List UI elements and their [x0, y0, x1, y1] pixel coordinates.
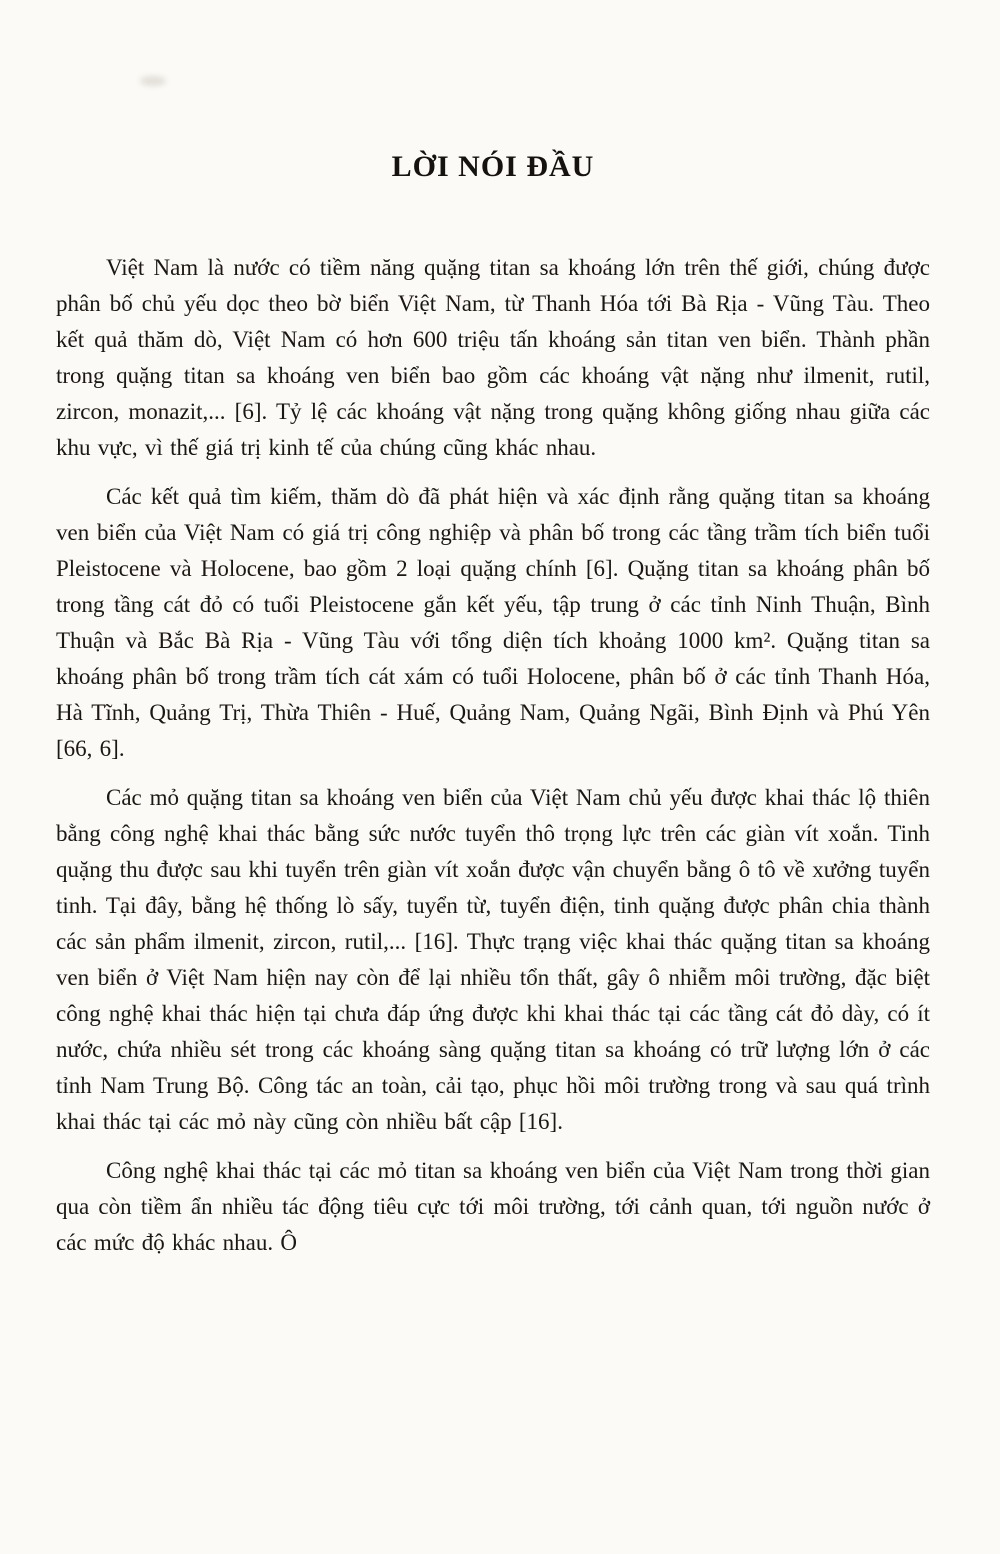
- paragraph-ore-distribution: Các kết quả tìm kiếm, thăm dò đã phát hiện và xác định rằng quặng titan sa khoáng ven biển của Việt Nam có giá trị công nghiệp và phân bố trong các tầng trầm tích biển tuổi Pleistocene và Holocene, bao gồm 2 loại quặng chính [6]. Quặng titan sa khoáng phân bố trong tầng cát đỏ có tuổi Pleistocene gắn kết yếu, tập trung ở các tỉnh Ninh Thuận, Bình Thuận và Bắc Bà Rịa - Vũng Tàu với tổng diện tích khoảng 1000 km². Quặng titan sa khoáng phân bố trong trầm tích cát xám có tuổi Holocene, phân bố ở các tỉnh Thanh Hóa, Hà Tĩnh, Quảng Trị, Thừa Thiên - Huế, Quảng Nam, Quảng Ngãi, Bình Định và Phú Yên [66, 6].: [56, 484, 930, 761]
- paragraph-mining-technology: Các mỏ quặng titan sa khoáng ven biển của Việt Nam chủ yếu được khai thác lộ thiên bằng công nghệ khai thác bằng sức nước tuyển thô trọng lực trên các giàn vít xoắn. Tinh quặng thu được sau khi tuyển trên giàn vít xoắn được vận chuyển bằng ô tô về xưởng tuyển tinh. Tại đây, bằng hệ thống lò sấy, tuyển từ, tuyển điện, tinh quặng được phân chia thành các sản phẩm ilmenit, zircon, rutil,... [16]. Thực trạng việc khai thác quặng titan sa khoáng ven biển ở Việt Nam hiện nay còn để lại nhiều tổn thất, gây ô nhiễm môi trường, đặc biệt công nghệ khai thác hiện tại chưa đáp ứng được khi khai thác tại các tầng cát đỏ dày, có ít nước, chứa nhiều sét trong các khoáng sàng quặng titan sa khoáng có trữ lượng lớn ở các tỉnh Nam Trung Bộ. Công tác an toàn, cải tạo, phục hồi môi trường trong và sau quá trình khai thác tại các mỏ này cũng còn nhiều bất cập [16].: [56, 785, 930, 1134]
- scan-artifact: [140, 76, 166, 86]
- page-title: LỜI NÓI ĐẦU: [391, 150, 595, 183]
- paragraph-intro-titan-potential: Việt Nam là nước có tiềm năng quặng titan sa khoáng lớn trên thế giới, chúng được phân bố chủ yếu dọc theo bờ biển Việt Nam, từ Thanh Hóa tới Bà Rịa - Vũng Tàu. Theo kết quả thăm dò, Việt Nam có hơn 600 triệu tấn khoáng sản titan ven biển. Thành phần trong quặng titan sa khoáng ven biển bao gồm các khoáng vật nặng như ilmenit, rutil, zircon, monazit,... [6]. Tỷ lệ các khoáng vật nặng trong quặng không giống nhau giữa các khu vực, vì thế giá trị kinh tế của chúng cũng khác nhau.: [56, 255, 930, 460]
- paragraph-environmental-impact: Công nghệ khai thác tại các mỏ titan sa khoáng ven biển của Việt Nam trong thời gian qua còn tiềm ẩn nhiều tác động tiêu cực tới môi trường, tới cảnh quan, tới nguồn nước ở các mức độ khác nhau. Ô: [56, 1158, 930, 1255]
